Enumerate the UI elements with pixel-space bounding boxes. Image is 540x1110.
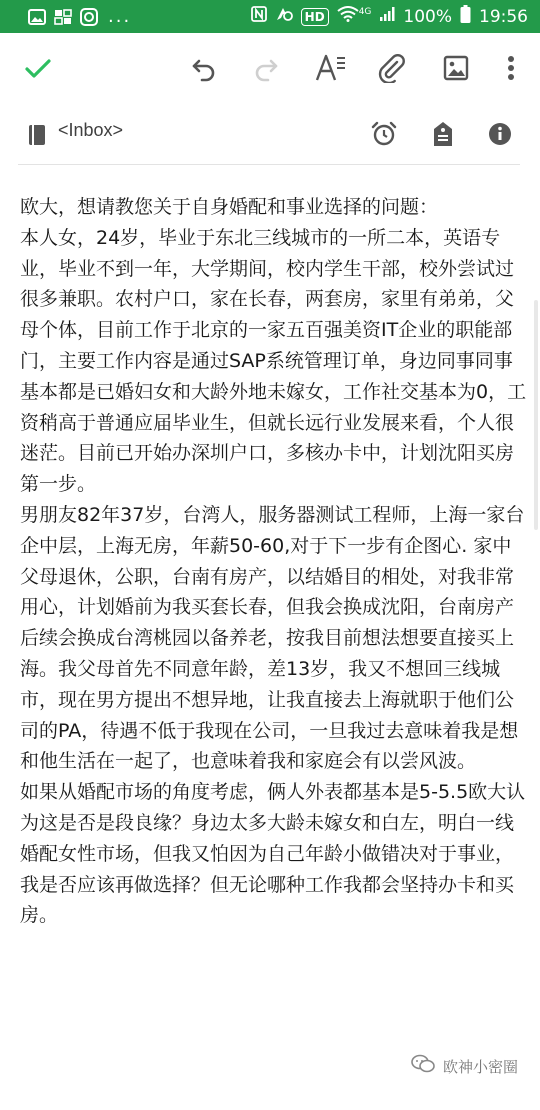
note-paragraph: 本人女，24岁，毕业于东北三线城市的一所二本，英语专业，毕业不到一年，大学期间，校内学生干部，校外尝试过很多兼职。农村户口，家在长春，两套房，家里有弟弟，父母个体，目前工作于北京的一家五百强美资IT企业的职能部门，主要工作内容是通过SAP系统管理订单，身边同事同事基本都是已婚妇女和大龄外地未嫁女，工作社交基本为0，工资稍高于普通应届毕业生，但就长远行业发展来看，个人很迷茫。目前已开始办深圳户口，多核办卡中，计划沈阳买房第一步。: [20, 226, 527, 496]
image-icon[interactable]: [440, 52, 472, 84]
tag-icon[interactable]: [430, 120, 456, 148]
wechat-icon: [411, 1054, 435, 1078]
text-format-icon[interactable]: [314, 51, 348, 85]
network-type: 4G: [358, 6, 372, 17]
check-icon[interactable]: [22, 53, 54, 85]
more-vertical-icon[interactable]: [498, 52, 524, 84]
notebook-icon[interactable]: [26, 122, 48, 148]
note-paragraph: 男朋友82年37岁，台湾人，服务器测试工程师，上海一家台企中层，上海无房，年薪50-60,对于下一步有企图心. 家中父母退休，公职，台南有房产，以结婚目的相处，对我非常用心，计划婚前为我买套长春，但我会换成沈阳，台南房产后续会换成台湾桃园以备养老，按我目前想法想要直接买上海。我父母首先不同意年龄，差13岁，我又不想回三线城市，现在男方提出不想异地，让我直接去上海就职于他们公司的PA，待遇不低于我现在公司，一旦我过去意味着我是想和他生活在一起了，也意味着我和家庭会有以尝风波。: [20, 503, 525, 773]
note-paragraph: 如果从婚配市场的角度考虑，俩人外表都基本是5-5.5欧大认为这是否是段良缘？身边太多大龄未嫁女和白左，明白一线婚配女性市场，但我又怕因为自己年龄小做错决对于事业，我是否应该再做选择？但无论哪种工作我都会坚持办卡和买房。: [20, 781, 526, 927]
nfc-icon: [251, 6, 267, 27]
notebook-selector[interactable]: <Inbox>: [58, 120, 124, 140]
app-grid-icon: [54, 9, 72, 25]
clock-time: 19:56: [479, 6, 528, 27]
hd-badge: HD: [301, 8, 329, 26]
alarm-clock-icon[interactable]: [370, 120, 398, 148]
watermark-text: 欧神小密圈: [442, 1057, 518, 1076]
battery-icon: [460, 5, 471, 28]
editor-toolbar: [0, 33, 540, 105]
wifi-icon: [337, 6, 359, 27]
wallet-icon: [275, 6, 293, 27]
system-indicators: [251, 5, 528, 28]
note-paragraph: 欧大，想请教您关于自身婚配和事业选择的问题：: [20, 196, 439, 218]
undo-icon[interactable]: [188, 53, 220, 85]
gallery-icon: [28, 9, 46, 25]
battery-level: 100%: [403, 6, 452, 27]
more-notifications: ...: [108, 5, 132, 27]
note-editor[interactable]: [20, 192, 528, 931]
sync-icon: [80, 8, 98, 26]
status-bar: [0, 0, 540, 33]
scrollbar[interactable]: [534, 300, 538, 530]
attachment-icon[interactable]: [375, 51, 409, 85]
notification-icons: [28, 5, 132, 27]
signal-icon: [379, 6, 395, 27]
divider: [18, 164, 520, 165]
watermark: [411, 1054, 518, 1078]
info-icon[interactable]: [487, 121, 513, 147]
redo-icon[interactable]: [250, 53, 282, 85]
